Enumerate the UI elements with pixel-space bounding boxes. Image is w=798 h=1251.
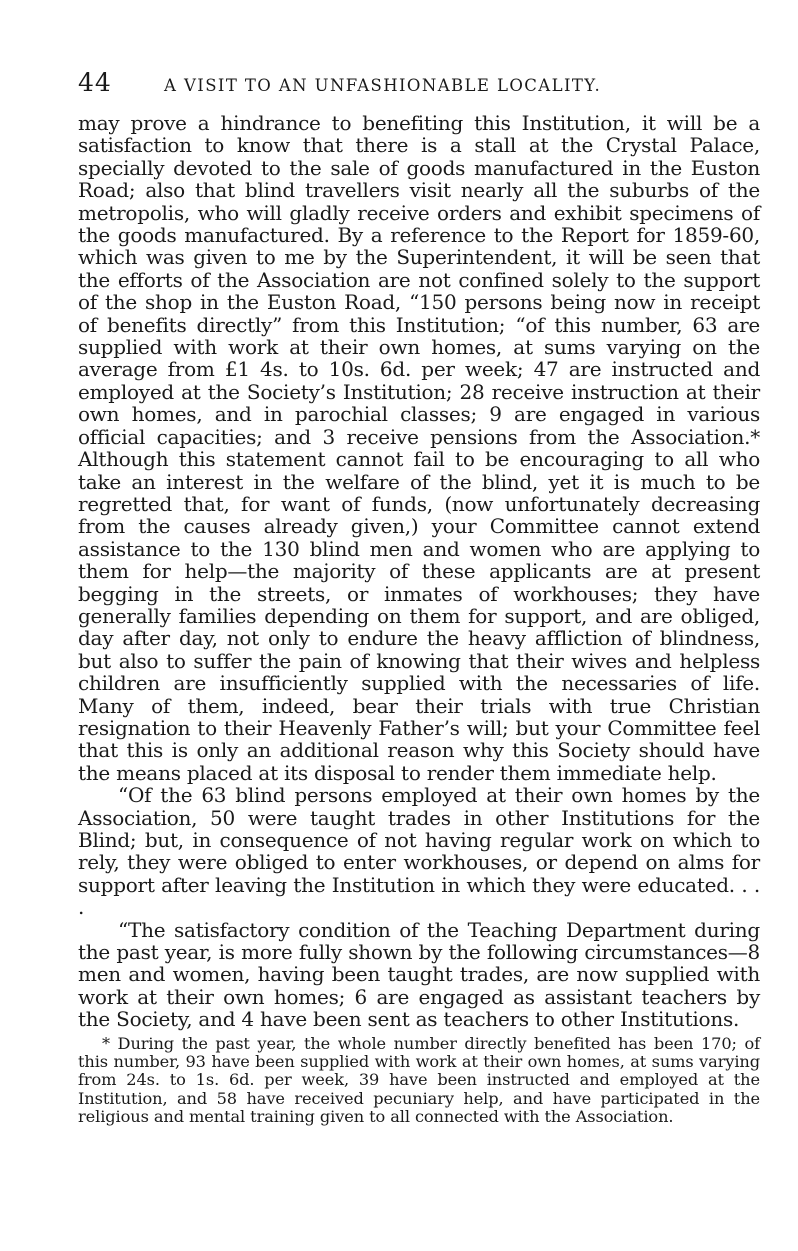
paragraph-continuation: may prove a hindrance to benefiting this Institution, it will be a satisfaction to know that there is a stall at the Crystal Palace, specially devoted to the sale of goods manufactured in the Euston Road; also that blind travellers visit nearly all the suburbs of the metropolis, who will gladly receive orders and exhibit specimens of the goods manufactured. By a reference to the Report for 1859-60, which was given to me by the Superintendent, it will be seen that the efforts of the Association are not confined solely to the support of the shop in the Euston Road, “150 persons being now in receipt of benefits directly” from this Institution; “of this number, 63 are supplied with work at their own homes, at sums varying on the average from £1 4s. to 10s. 6d. per week; 47 are instructed and employed at the Society’s Institution; 28 receive instruction at their own homes, and in parochial classes; 9 are engaged in various official capacities; and 3 receive pensions from the Association.* Although this statement cannot fail to be encouraging to all who take an interest in the welfare of the blind, yet it is much to be regretted that, for want of funds, (now unfortunately decreasing from the causes already given,) your Committee cannot extend assistance to the 130 blind men and women who are applying to them for help—the majority of these applicants are at present begging in the streets, or inmates of workhouses; they have generally families depending on them for support, and are obliged, day after day, not only to endure the heavy affliction of blindness, but also to suffer the pain of knowing that their wives and helpless children are insufficiently supplied with the necessaries of life. Many of them, indeed, bear their trials with true Christian resignation to their Heavenly Father’s will; but your Committee feel that this is only an additional reason why this Society should have the means placed at its disposal to render them immediate help. <box>78 111 760 785</box>
body-text <box>78 112 760 1031</box>
page-number: 44 <box>78 68 112 97</box>
page-header <box>78 68 760 102</box>
paragraph-teaching-department: “The satisfactory condition of the Teaching Department during the past year, is more fully shown by the following circumstances—8 men and women, having been taught trades, are now supplied with work at their own homes; 6 are engaged as assistant teachers by the Society, and 4 have been sent as teachers to other Institutions. <box>78 917 760 1032</box>
footnote <box>78 1035 760 1127</box>
running-title: A VISIT TO AN UNFASHIONABLE LOCALITY. <box>164 76 602 95</box>
footnote-text: * During the past year, the whole number directly benefited has been 170; of this number, 93 have been supplied with work at their own homes, at sums varying from 24s. to 1s. 6d. per week, 39 have been instructed and employed at the Institution, and 58 have received pecuniary help, and have participated in the religious and mental training given to all connected with the Association. <box>78 1033 760 1127</box>
book-page <box>78 68 760 1127</box>
paragraph-blind-persons: “Of the 63 blind persons employed at their own homes by the Association, 50 were taught trades in other Institutions for the Blind; but, in consequence of not having regular work on which to rely, they were obliged to enter workhouses, or depend on alms for support after leaving the Institution in which they were educated. . . . <box>78 783 760 920</box>
